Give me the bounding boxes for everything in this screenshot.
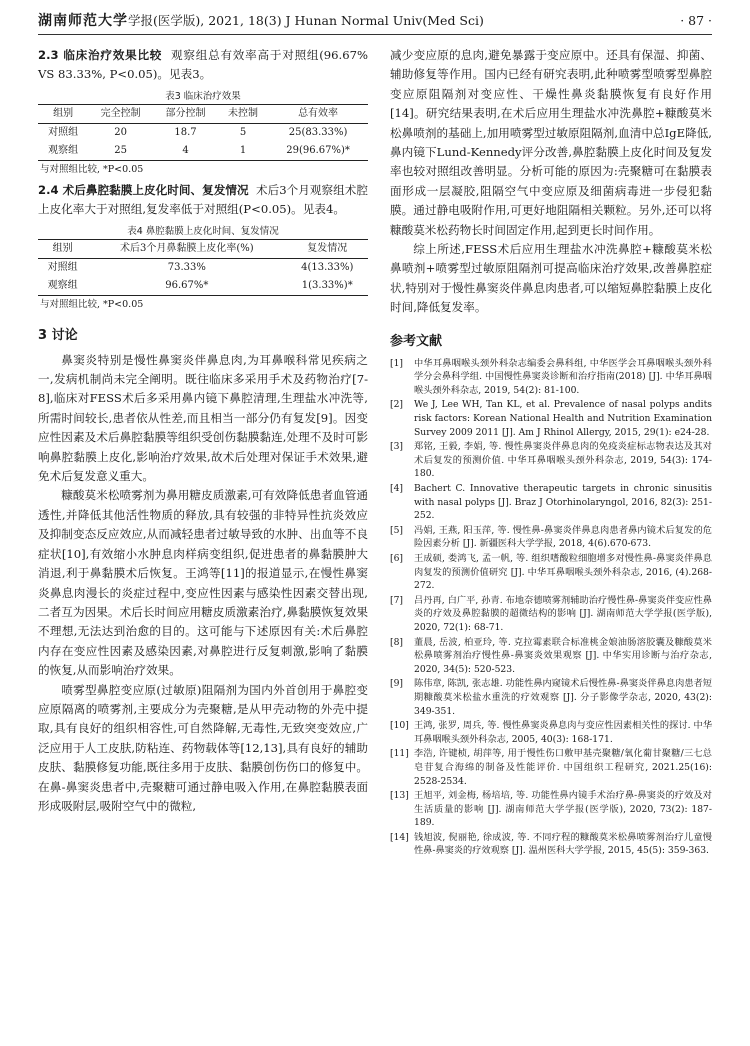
table-3-note: 与对照组比较, *P<0.05 bbox=[40, 163, 144, 175]
reference-text: 王成硕, 娄鸿飞, 孟一帆, 等. 组织嗜酸粒细胞增多对慢性鼻-鼻窦炎伴鼻息肉复发的预测价值研究 [J]. 中华耳鼻咽喉头颈外科杂志, 2016, (4).268-272. bbox=[414, 553, 712, 592]
body-paragraph: 鼻窦炎特别是慢性鼻窦炎伴鼻息肉,为耳鼻喉科常见疾病之一,发病机制尚未完全阐明。既往临床多采用手术及药物治疗[7-8],临床对FESS术后多采用鼻内镜下鼻腔清理,生理盐水冲洗等,所需时间较长,患者依从性差,而且相当一部分仍有复发[9]。因变应性因素及术后鼻腔黏膜等组织受创伤黏膜黏连,处理不及时可影响鼻腔黏膜上皮化,影响治疗效果,故术后处理对保证手术效果,避免术后复发意义重大。 bbox=[38, 352, 368, 484]
reference-item bbox=[390, 482, 712, 523]
reference-item bbox=[390, 789, 712, 830]
reference-text: 王鸿, 张罗, 周兵, 等. 慢性鼻窦炎鼻息肉与变应性因素相关性的探讨. 中华耳鼻咽喉头颈外科杂志, 2005, 40(3): 168-171. bbox=[414, 720, 712, 745]
reference-number: [4] bbox=[390, 483, 404, 495]
table-header-cell: 总有效率 bbox=[298, 107, 339, 119]
running-header bbox=[38, 8, 712, 35]
table-header-cell: 未控制 bbox=[228, 107, 259, 119]
table-row bbox=[38, 258, 368, 277]
references-heading: 参考文献 bbox=[390, 333, 443, 349]
body-paragraph: 糠酸莫米松喷雾剂为鼻用糖皮质激素,可有效降低患者血管通透性,并降低其他活性物质的释放,具有较强的非特异性抗炎效应及抑制变态反应效应,从而减轻患者过敏导致的水肿、出血等不良症状[10],有效缩小水肿息肉样病变组织,促进患者的鼻黏膜肿大消退,利于鼻黏膜术后恢复。王鸿等[11]的报道显示,在慢性鼻窦炎鼻息肉漫长的炎症过程中,变应性因素与感染性因素交替出现,二者互为因果。术后长时间应用糖皮质激素治疗,鼻黏膜恢复效果不理想,无法达到治愈的目的。这可能与下述原因有关:术后鼻腔内存在变应性因素及感染因素,对鼻腔进行反复刺激,影响了黏膜的恢复,从而影响治疗效果。 bbox=[38, 488, 368, 678]
reference-number: [13] bbox=[390, 790, 409, 802]
reference-text: 陈伟章, 陈凯, 张志雄. 功能性鼻内窥镜术后慢性鼻-鼻窦炎伴鼻息肉患者短期糠酸莫米松盐水重洗的疗效观察 [J]. 分子影像学杂志, 2020, 43(2): 349-351. bbox=[414, 678, 712, 717]
page-number: · 87 · bbox=[680, 13, 712, 28]
reference-item bbox=[390, 747, 712, 788]
table-cell: 96.67%* bbox=[165, 279, 209, 291]
table-cell: 20 bbox=[114, 126, 127, 138]
table-4 bbox=[38, 239, 368, 296]
section-3-heading: 3 讨论 bbox=[38, 327, 78, 343]
reference-number: [8] bbox=[390, 636, 404, 648]
section-2-4-text: 术后3个月观察组术腔上皮化率大于对照组,复发率低于对照组(P<0.05)。见表4。 bbox=[38, 182, 368, 217]
reference-item bbox=[390, 636, 712, 677]
right-column bbox=[390, 46, 712, 859]
reference-item bbox=[390, 594, 712, 635]
table-cell: 观察组 bbox=[47, 279, 78, 291]
reference-number: [7] bbox=[390, 594, 404, 606]
table-header-cell: 部分控制 bbox=[165, 107, 206, 119]
reference-text: 李浩, 许键桢, 胡萍等, 用于慢性伤口敷甲基壳聚糖/氧化葡甘聚糖/三七总皂苷复合海绵的制备及性能评价. 中国组织工程研究, 2021.25(16): 2528-2534. bbox=[414, 748, 712, 787]
table-cell: 对照组 bbox=[47, 261, 78, 273]
table-cell: 1(3.33%)* bbox=[301, 279, 353, 291]
table-cell: 5 bbox=[239, 126, 247, 138]
body-paragraph: 喷雾型鼻腔变应原(过敏原)阻隔剂为国内外首创用于鼻腔变应原隔离的喷雾剂,主要成分为壳聚糖,是从甲壳动物的外壳中提取,具有良好的组织相容性,可自然降解,无毒性,无致突变效应,广泛应用于人工皮肤,防粘连、药物载体等[12,13],具有良好的辅助皮肤、黏膜修复功能,既往多用于皮肤、黏膜创伤伤口的修复中。在鼻-鼻窦炎患者中,壳聚糖可通过静电吸入作用,在鼻腔黏膜表面形成吸附层,吸附空气中的微粒, bbox=[38, 682, 368, 813]
table-4-note: 与对照组比较, *P<0.05 bbox=[40, 298, 144, 310]
table-row bbox=[38, 123, 368, 142]
section-2-3-heading: 2.3 临床治疗效果比较 bbox=[38, 48, 163, 62]
section-2-4 bbox=[38, 181, 368, 220]
reference-text: 钱旭波, 倪丽艳, 徐成波, 等. 不同疗程的糠酸莫米松鼻喷雾剂治疗儿童慢性鼻-鼻窦炎的疗效观察 [J]. 温州医科大学学报, 2015, 45(5): 359-363. bbox=[414, 831, 712, 857]
table-header-cell: 术后3个月鼻黏膜上皮化率(%) bbox=[120, 242, 254, 254]
reference-number: [11] bbox=[390, 748, 409, 760]
reference-list bbox=[390, 357, 712, 858]
journal-name: 湖南师范大学 bbox=[38, 13, 128, 29]
body-paragraph: 综上所述,FESS术后应用生理盐水冲洗鼻腔+糠酸莫米松鼻喷剂+喷雾型过敏原阻隔剂可提高临床治疗效果,改善鼻腔症状,特别对于慢性鼻窦炎伴鼻息肉患者,可以缩短鼻腔黏膜上皮化时间,降低复发率。 bbox=[390, 242, 712, 315]
table-header-cell: 复发情况 bbox=[307, 242, 348, 254]
table-cell: 1 bbox=[239, 144, 247, 156]
table-header-cell: 组别 bbox=[52, 242, 73, 254]
reference-item bbox=[390, 719, 712, 746]
reference-item bbox=[390, 440, 712, 481]
reference-text: 吕丹再, 白广平, 孙青. 布地奈德喷雾剂辅助治疗慢性鼻-鼻窦炎伴变应性鼻炎的疗效及鼻腔黏膜的超微结构的影响 [J]. 湖南师范大学学报(医学版), 2020, 72(1): 68-71. bbox=[414, 594, 712, 633]
table-cell: 73.33% bbox=[167, 261, 206, 273]
table-cell: 4 bbox=[182, 144, 189, 156]
table-header-row bbox=[38, 239, 368, 258]
section-2-3-text: 观察组总有效率高于对照组(96.67% VS 83.33%, P<0.05)。见表3。 bbox=[38, 48, 369, 82]
reference-item bbox=[390, 552, 712, 593]
table-cell: 18.7 bbox=[174, 126, 197, 138]
reference-number: [5] bbox=[390, 524, 404, 536]
reference-number: [6] bbox=[390, 553, 404, 564]
reference-item bbox=[390, 831, 712, 858]
reference-text: Bachert C. Innovative therapeutic targets in chronic sinusitis with nasal polyps [J]. Braz J Otorhinolaryngol, 2016, 82(3): 251-252. bbox=[414, 483, 712, 522]
reference-number: [1] bbox=[390, 357, 404, 369]
reference-text: 郑铭, 王毅, 李娟, 等. 慢性鼻窦炎伴鼻息肉的免疫炎症标志物表达及其对术后复发的预测价值. 中华耳鼻咽喉头颈外科杂志, 2019, 54(3): 174-180. bbox=[414, 441, 712, 480]
table-header-row bbox=[38, 104, 368, 123]
reference-text: 冯娟, 王燕, 阳玉萍, 等. 慢性鼻-鼻窦炎伴鼻息肉患者鼻内镜术后复发的危险因素分析 [J]. 新疆医科大学学报, 2018, 4(6).670-673. bbox=[414, 524, 712, 550]
table-3-caption: 表3 临床治疗效果 bbox=[165, 90, 241, 102]
table-cell: 对照组 bbox=[48, 126, 79, 138]
table-4-caption: 表4 鼻腔黏膜上皮化时间、复发情况 bbox=[127, 225, 279, 237]
journal-info: 学报(医学版), 2021, 18(3) J Hunan Normal Univ(Med Sci) bbox=[128, 13, 484, 28]
reference-number: [14] bbox=[390, 831, 409, 843]
table-row bbox=[38, 277, 368, 296]
section-2-3 bbox=[38, 46, 368, 85]
reference-number: [3] bbox=[390, 441, 404, 453]
table-header-cell: 完全控制 bbox=[100, 107, 141, 119]
reference-number: [9] bbox=[390, 678, 404, 690]
reference-text: 王旭平, 刘金梅, 杨培培, 等. 功能性鼻内镜手术治疗鼻-鼻窦炎的疗效及对生活质量的影响 [J]. 湖南师范大学学报(医学版), 2020, 73(2): 187-189. bbox=[414, 790, 712, 829]
table-cell: 4(13.33%) bbox=[301, 261, 354, 273]
reference-text: 董晨, 岳波, 柏亚玲, 等. 克拉霉素联合标准桃金娘油肠溶胶囊及糠酸莫米松鼻喷雾剂治疗慢性鼻-鼻窦炎效果观察 [J]. 中华实用诊断与治疗杂志, 2020, 34(5): 520-523. bbox=[414, 636, 712, 675]
table-header-cell: 组别 bbox=[53, 107, 74, 119]
reference-number: [2] bbox=[390, 399, 404, 411]
table-cell: 观察组 bbox=[48, 144, 79, 156]
left-column bbox=[38, 46, 368, 816]
reference-item bbox=[390, 357, 712, 398]
table-row bbox=[38, 142, 368, 161]
reference-item bbox=[390, 677, 712, 718]
reference-number: [10] bbox=[390, 720, 409, 732]
reference-item bbox=[390, 398, 712, 439]
reference-item bbox=[390, 524, 712, 551]
reference-text: We J, Lee WH, Tan KL, et al. Prevalence of nasal polyps andits risk factors: Korean National Health and Nutrition Examination Survey 2009 2011 [J]. Am J Rhinol Allergy, 2015, 29(1): e24-28. bbox=[414, 399, 712, 438]
body-paragraph: 减少变应原的息肉,避免暴露于变应原中。还具有保湿、抑菌、辅助修复等作用。国内已经有研究表明,此种喷雾型喷雾型鼻腔变应原阻隔剂对变应性、干燥性鼻炎黏膜恢复有良好作用[14]。研究结果表明,在术后应用生理盐水冲洗鼻腔+糠酸莫米松鼻喷剂的基础上,加用喷雾型过敏原阻隔剂,血清中总IgE降低,鼻内镜下Lund-Kennedy评分改善,鼻腔黏膜上皮化时间及复发率也较对照组改善明显。分析可能的原因为:壳聚糖可在黏膜表面形成一层凝胶,阻隔空气中变应原及细菌病毒进一步侵犯黏膜。通过静电吸附作用,可更好地阻隔相关颗粒。另外,还可以将糠酸莫米松药物长时间固定作用,起到更长时间作用。 bbox=[390, 48, 712, 237]
table-3 bbox=[38, 104, 368, 161]
reference-text: 中华耳鼻咽喉头颈外科杂志编委会鼻科组, 中华医学会耳鼻咽喉头颈外科学分会鼻科学组. 中国慢性鼻窦炎诊断和治疗指南(2018) [J]. 中华耳鼻咽喉头颈外科杂志, 2019, 54(2): 81-100. bbox=[414, 357, 712, 396]
section-2-4-heading: 2.4 术后鼻腔黏膜上皮化时间、复发情况 bbox=[38, 182, 249, 197]
table-cell: 25(83.33%) bbox=[288, 126, 348, 138]
table-cell: 25 bbox=[114, 144, 127, 156]
table-cell: 29(96.67%)* bbox=[286, 144, 350, 156]
